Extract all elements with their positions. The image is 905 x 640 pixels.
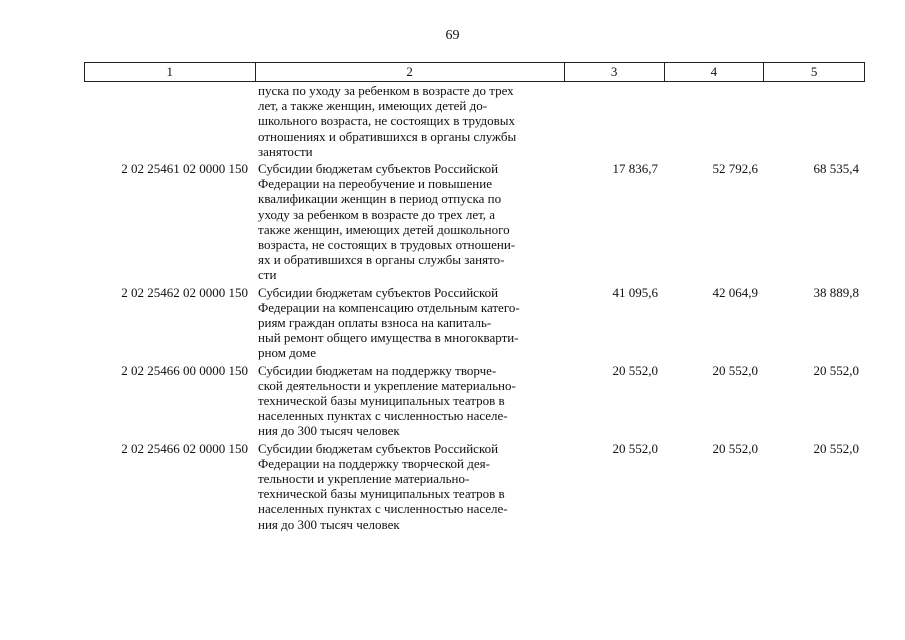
description-line: ях и обратившихся в органы службы занято- <box>258 252 505 268</box>
description-cell <box>254 284 564 361</box>
value-col-5 <box>764 82 865 159</box>
table-body <box>84 82 865 532</box>
description-line: ния до 300 тысяч человек <box>258 423 400 439</box>
value-col-3: 20 552,0 <box>612 440 658 456</box>
description-line: ской деятельности и укрепление материально- <box>258 377 516 393</box>
description-line: Субсидии бюджетам на поддержку творче- <box>258 362 497 378</box>
value-col-5: 38 889,8 <box>813 284 859 300</box>
description-line: населенных пунктах с численностью населе- <box>258 501 508 517</box>
table-row <box>84 284 865 361</box>
description-line: отношениях и обратившихся в органы службы <box>258 128 517 144</box>
code-cell <box>84 82 254 159</box>
value-col-5: 20 552,0 <box>813 440 859 456</box>
description-cell <box>254 362 564 439</box>
value-col-4: 20 552,0 <box>712 362 758 378</box>
description-cell <box>254 82 564 159</box>
description-line: ный ремонт общего имущества в многокварти- <box>258 330 519 346</box>
description-line: технической базы муниципальных театров в <box>258 486 505 502</box>
budget-code: 2 02 25461 02 0000 150 <box>121 161 248 177</box>
description-line: технической базы муниципальных театров в <box>258 393 505 409</box>
description-line: рном доме <box>258 345 317 361</box>
value-col-4: 52 792,6 <box>712 161 758 177</box>
value-col-5: 20 552,0 <box>813 362 859 378</box>
description-line: сти <box>258 267 277 283</box>
header-col-3: 3 <box>564 63 664 81</box>
value-col-3: 17 836,7 <box>612 161 658 177</box>
budget-code: 2 02 25466 02 0000 150 <box>121 440 248 456</box>
table-row <box>84 160 865 283</box>
description-line: риям граждан оплаты взноса на капиталь- <box>258 315 492 331</box>
description-line: Федерации на переобучение и повышение <box>258 176 492 192</box>
table-row <box>84 440 865 532</box>
budget-table <box>84 62 865 533</box>
description-line: лет, а также женщин, имеющих детей до- <box>258 98 488 114</box>
header-col-5: 5 <box>763 63 864 81</box>
description-line: школьного возраста, не состоящих в трудовых <box>258 113 515 129</box>
table-row-continuation <box>84 82 865 159</box>
description-line: также женщин, имеющих детей дошкольного <box>258 221 510 237</box>
description-line: пуска по уходу за ребенком в возрасте до трех <box>258 83 514 98</box>
description-line: уходу за ребенком в возрасте до трех лет, а <box>258 206 496 222</box>
description-line: Субсидии бюджетам субъектов Российской <box>258 284 499 300</box>
value-col-3: 41 095,6 <box>612 284 658 300</box>
value-col-5: 68 535,4 <box>813 161 859 177</box>
value-col-3: 20 552,0 <box>612 362 658 378</box>
description-line: тельности и укрепление материально- <box>258 471 470 487</box>
description-line: Федерации на поддержку творческой дея- <box>258 455 490 471</box>
description-line: населенных пунктах с численностью населе- <box>258 408 508 424</box>
value-col-3 <box>564 82 664 159</box>
value-col-4: 42 064,9 <box>712 284 758 300</box>
header-col-4: 4 <box>664 63 764 81</box>
header-col-2: 2 <box>255 63 564 81</box>
value-col-4 <box>664 82 764 159</box>
description-line: Субсидии бюджетам субъектов Российской <box>258 161 499 177</box>
page-number: 69 <box>445 28 460 43</box>
description-line: возраста, не состоящих в трудовых отношени- <box>258 237 516 253</box>
budget-code: 2 02 25466 00 0000 150 <box>121 362 248 378</box>
description-cell <box>254 160 564 283</box>
description-line: ния до 300 тысяч человек <box>258 516 400 532</box>
table-header <box>84 62 865 82</box>
budget-code: 2 02 25462 02 0000 150 <box>121 284 248 300</box>
description-cell <box>254 440 564 532</box>
description-line: Субсидии бюджетам субъектов Российской <box>258 440 499 456</box>
value-col-4: 20 552,0 <box>712 440 758 456</box>
header-col-1: 1 <box>166 64 174 79</box>
table-row <box>84 362 865 439</box>
description-line: квалификации женщин в период отпуска по <box>258 191 502 207</box>
description-line: Федерации на компенсацию отдельным катего- <box>258 299 520 315</box>
description-line: занятости <box>258 143 313 159</box>
